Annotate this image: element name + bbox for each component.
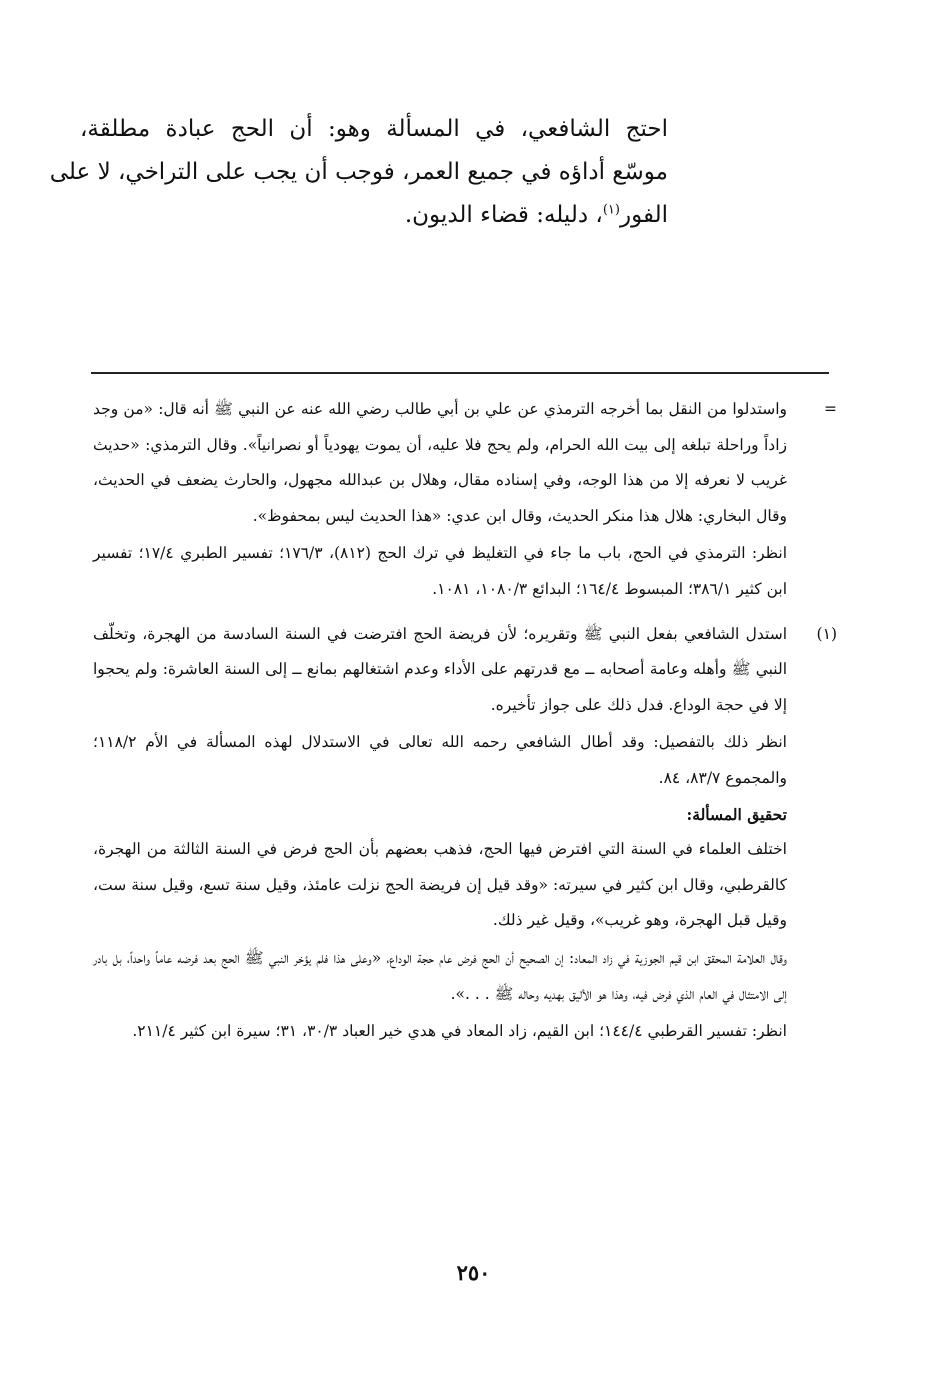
footnote-references: انظر ذلك بالتفصيل: وقد أطال الشافعي رحمه الله تعالى في الاستدلال لهذه المسألة في الأم ١١٨/٢؛ والمجموع ٨٣/٧، ٨٤. xyxy=(93,733,787,787)
main-paragraph xyxy=(49,108,668,237)
footnote-references: انظر: تفسير القرطبي ١٤٤/٤؛ ابن القيم، زاد المعاد في هدي خير العباد ٣٠/٣، ٣١؛ سيرة ابن كثير ٢١١/٤. xyxy=(132,1022,787,1041)
footnote-references: انظر: الترمذي في الحج، باب ما جاء في التغليظ في ترك الحج (٨١٢)، ١٧٦/٣؛ تفسير الطبري ١٧/٤؛ تفسير ابن كثير ٣٨٦/١؛ المبسوط ١٦٤/٤؛ البدائع ١٠٨٠/٣، ١٠٨١. xyxy=(93,544,787,598)
main-line-2: موسّع أداؤه في جميع العمر، فوجب أن يجب على التراخي، لا على xyxy=(49,159,668,185)
footnote-paragraph: اختلف العلماء في السنة التي افترض فيها الحج، فذهب بعضهم بأن الحج فرض في السنة الثالثة من الهجرة، كالقرطبي، وقال ابن كثير في سيرته: «وقد قيل إن فريضة الحج نزلت عامئذ، وقيل سنة تسع، وقيل سنة ست، وقيل قبل الهجرة، وهو غريب»، وقيل غير ذلك. xyxy=(93,840,787,930)
main-text xyxy=(49,108,668,237)
main-line-1: احتج الشافعي، في المسألة وهو: أن الحج عبادة مطلقة، xyxy=(80,116,668,142)
footnote-1-marker: (١) xyxy=(816,624,837,643)
footnote-continuation xyxy=(93,392,837,608)
continuation-marker: = xyxy=(824,400,837,418)
main-line-3 xyxy=(80,194,668,237)
main-line-3-start: الفور xyxy=(619,202,668,228)
footnote-heading: تحقيق المسألة: xyxy=(686,804,787,824)
footnote-paragraph: واستدلوا من النقل بما أخرجه الترمذي عن علي بن أبي طالب رضي الله عنه عن النبي ﷺ أنه قال: «من وجد زاداً وراحلة تبلغه إلى بيت الله الحرام، ولم يحج فلا عليه، أن يموت يهودياً أو نصرانياً». وقال الترمذي: «حديث غريب لا نعرفه إلا من هذا الوجه، وفي إسناده مقال، وهلال بن عبدالله مجهول، والحارث يضعف في الحديث، وقال البخاري: هلال هذا منكر الحديث، وقال ابن عدي: «هذا الحديث ليس بمحفوظ». xyxy=(93,400,787,525)
footnote-1 xyxy=(93,617,837,1050)
main-line-3-end: ، دليله: قضاء الديون. xyxy=(404,202,603,228)
page-number: ٢٥٠ xyxy=(456,1260,491,1285)
footnote-separator xyxy=(91,372,829,374)
footnote-paragraph: وقال العلامة المحقق ابن قيم الجوزية في زاد المعاد: إن الصحيح أن الحج فرض عام حجة الوداع، «وعلى هذا فلم يؤخر النبي ﷺ الحج بعد فرضه عاماً واحداً، بل بادر إلى الامتثال في العام الذي فرض فيه، وهذا هو الأليق بهديه وحاله ﷺ . . .». xyxy=(93,948,787,1003)
footnote-paragraph: استدل الشافعي بفعل النبي ﷺ وتقريره؛ لأن فريضة الحج افترضت في السنة السادسة من الهجرة، وتخلّف النبي ﷺ وأهله وعامة أصحابه ــ مع قدرتهم على الأداء وعدم اشتغالهم بمانع ــ إلى السنة العاشرة: ولم يحجوا إلا في حجة الوداع. فدل ذلك على جواز تأخيره. xyxy=(93,624,787,714)
footnote-reference: (١) xyxy=(602,202,620,218)
footnotes xyxy=(93,392,837,1059)
